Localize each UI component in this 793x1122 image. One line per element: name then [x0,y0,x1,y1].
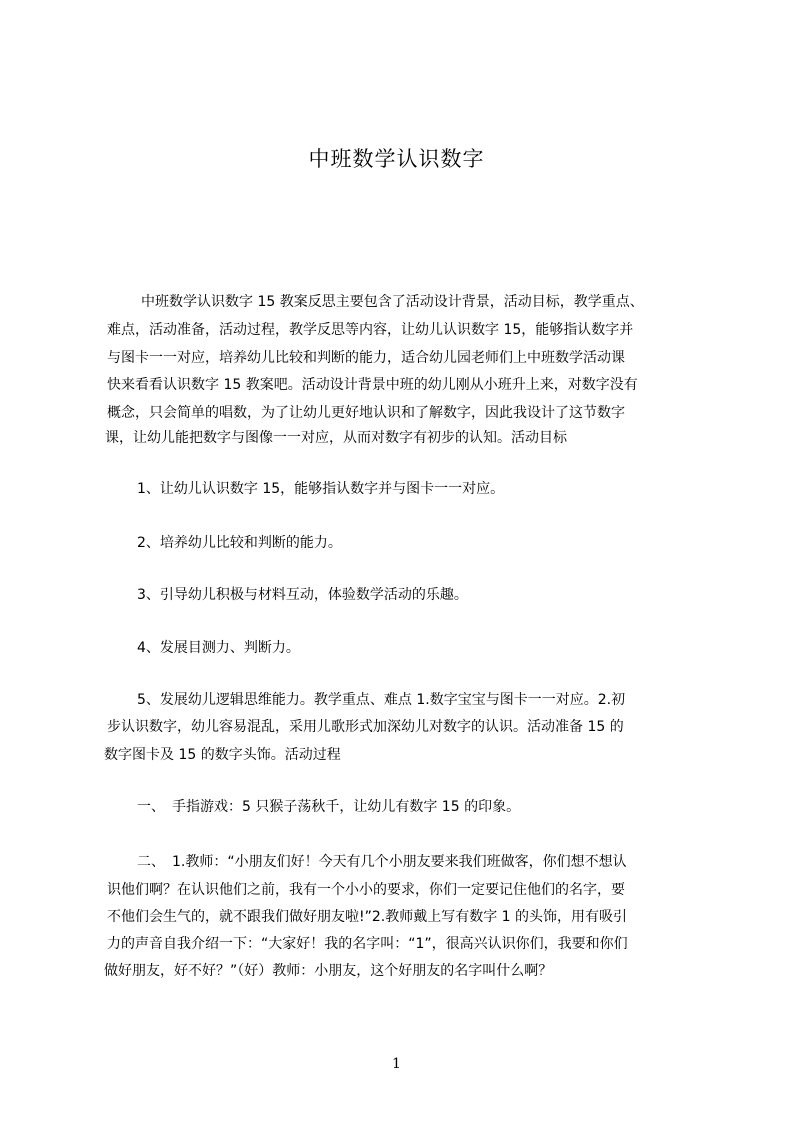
step-2-line-1: 二、 1.教师：“小朋友们好！今天有几个小朋友要来我们班做客，你们想不想认 [137,854,627,870]
intro-line-1: 中班数学认识数字 15 教案反思主要包含了活动设计背景，活动目标，教学重点、 [141,294,644,310]
intro-line-6: 课，让幼儿能把数字与图像一一对应，从而对数字有初步的认知。活动目标 [105,430,567,446]
goal-item-1: 1、让幼儿认识数字 15，能够指认数字并与图卡一一对应。 [137,481,505,497]
goal-5-line-1: 5、发展幼儿逻辑思维能力。教学重点、难点 1.数字宝宝与图卡一一对应。2.初 [137,692,626,708]
intro-line-2: 难点，活动准备，活动过程，教学反思等内容，让幼儿认识数字 15，能够指认数字并 [107,322,634,338]
intro-line-4: 快来看看认识数字 15 教案吧。活动设计背景中班的幼儿刚从小班升上来，对数字没有 [107,377,638,393]
intro-line-3: 与图卡一一对应，培养幼儿比较和判断的能力，适合幼儿园老师们上中班数学活动课 [107,350,625,366]
goal-5-line-2: 步认识数字，幼儿容易混乱，采用儿歌形式加深幼儿对数字的认识。活动准备 15 的 [107,719,624,735]
step-2-line-4: 力的声音自我介绍一下：“大家好！我的名字叫：“1”，很高兴认识你们，我要和你们 [107,936,628,952]
intro-line-5: 概念，只会简单的唱数，为了让幼儿更好地认识和了解数字，因此我设计了这节数字 [107,405,625,421]
document-title: 中班数学认识数字 [308,147,485,171]
goal-item-4: 4、发展目测力、判断力。 [137,640,300,656]
step-2-line-2: 识他们啊？在认识他们之前，我有一个小小的要求，你们一定要记住他们的名字，要 [107,882,625,898]
goal-item-3: 3、引导幼儿积极与材料互动，体验数学活动的乐趣。 [137,587,468,603]
step-2-line-3: 不他们会生气的，就不跟我们做好朋友啦!”2.教师戴上写有数字 1 的头饰，用有吸引 [107,909,628,925]
goal-5-line-3: 数字图卡及 15 的数字头饰。活动过程 [104,747,341,763]
step-2-line-5: 做好朋友，好不好？”（好）教师：小朋友，这个好朋友的名字叫什么啊？ [104,963,553,979]
page-number: 1 [392,1056,401,1072]
step-1-paragraph: 一、 手指游戏：5 只猴子荡秋千，让幼儿有数字 15 的印象。 [137,799,521,815]
goal-item-2: 2、培养幼儿比较和判断的能力。 [137,535,342,551]
